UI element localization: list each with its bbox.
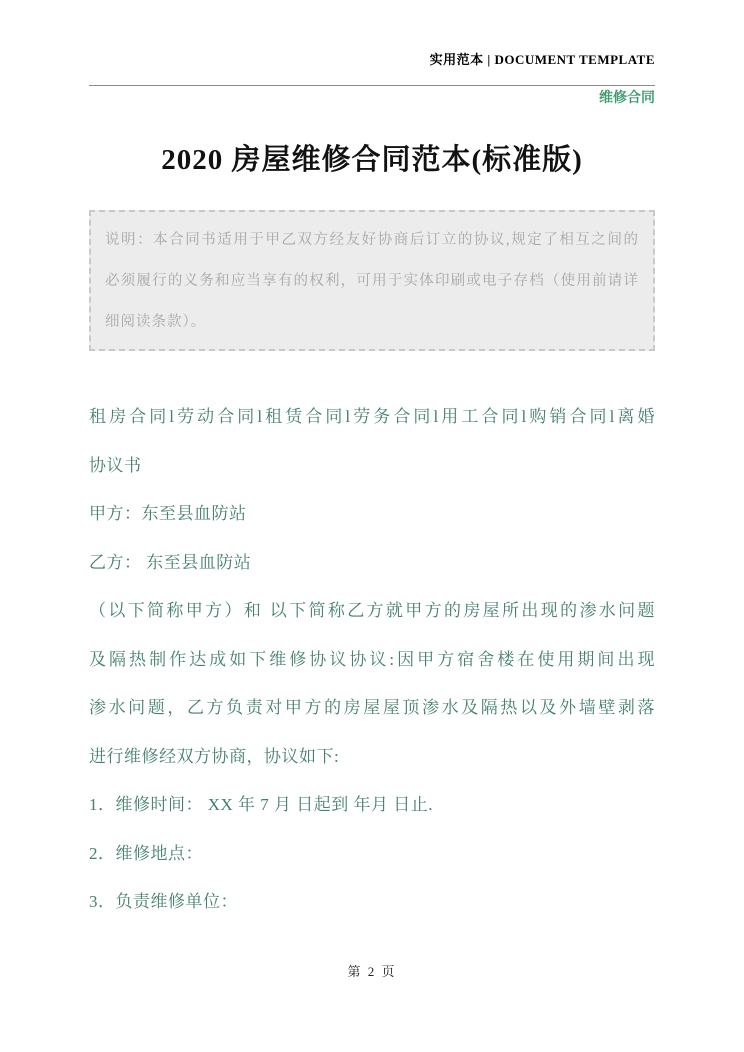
page-content [89, 0, 655, 927]
note-box [89, 210, 655, 351]
body-line: （以下简称甲方）和 以下简称乙方就甲方的房屋所出现的渗水问题 [89, 601, 655, 620]
body-line: 甲方：东至县血防站 [89, 504, 247, 523]
body-line: 2．维修地点： [89, 843, 203, 863]
body-line: 乙方： 东至县血防站 [89, 552, 252, 572]
page-title: 2020 房屋维修合同范本(标准版) [161, 144, 583, 176]
body-text [89, 393, 655, 927]
doc-type-label: 维修合同 [599, 91, 655, 106]
body-line: 租房合同l劳动合同l租赁合同l劳务合同l用工合同l购销合同l离婚 [89, 407, 655, 426]
body-line: 1．维修时间： XX 年 7 月 日起到 年月 日止. [89, 795, 434, 814]
page-number: 第 2 页 [347, 964, 397, 979]
note-line: 必须履行的义务和应当享有的权利，可用于实体印刷或电子存档（使用前请详 [105, 273, 639, 289]
page-footer [0, 961, 744, 980]
note-line: 细阅读条款）。 [105, 314, 207, 330]
body-line: 及隔热制作达成如下维修协议协议:因甲方宿舍楼在使用期间出现 [89, 649, 655, 669]
body-line: 3．负责维修单位： [89, 892, 238, 911]
body-line: 进行维修经双方协商，协议如下: [89, 746, 340, 766]
page-header [89, 50, 655, 112]
body-line: 协议书 [89, 455, 142, 475]
note-line: 说明：本合同书适用于甲乙双方经友好协商后订立的协议,规定了相互之间的 [105, 232, 639, 248]
body-line: 渗水问题，乙方负责对甲方的房屋屋顶渗水及隔热以及外墙壁剥落 [89, 698, 655, 717]
brand-line: 实用范本 | DOCUMENT TEMPLATE [429, 52, 655, 67]
